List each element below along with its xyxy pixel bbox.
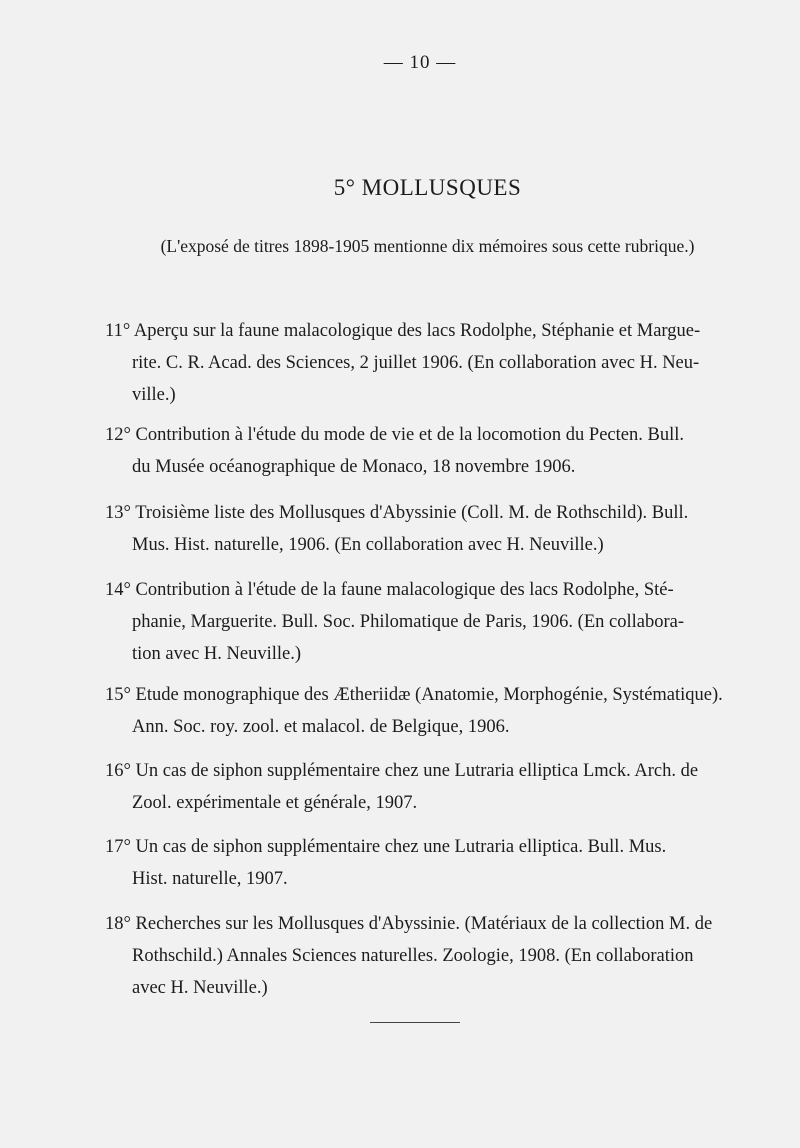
entry-number: 17° <box>105 837 131 857</box>
entry-line: Rothschild.) Annales Sciences naturelles. Zoologie, 1908. (En collaboration <box>132 946 694 966</box>
entry-line: Un cas de siphon supplémentaire chez une Lutraria elliptica. Bull. Mus. <box>135 837 667 857</box>
entry-line: avec H. Neuville.) <box>132 978 268 998</box>
entry-line: Contribution à l'étude de la faune malacologique des lacs Rodolphe, Sté- <box>135 580 674 600</box>
entry-line: Troisième liste des Mollusques d'Abyssinie (Coll. M. de Rothschild). Bull. <box>135 503 689 523</box>
entry-line: Ann. Soc. roy. zool. et malacol. de Belgique, 1906. <box>132 717 510 737</box>
section-title: 5° MOLLUSQUES <box>333 175 522 200</box>
entry-number: 11° <box>105 321 131 341</box>
bibliography-entry-11 <box>106 315 776 411</box>
bibliography-entry-18 <box>106 908 776 1004</box>
entry-line: Aperçu sur la faune malacologique des lacs Rodolphe, Stéphanie et Margue- <box>133 321 701 341</box>
entry-number: 18° <box>105 914 131 934</box>
entry-line: Un cas de siphon supplémentaire chez une Lutraria elliptica Lmck. Arch. de <box>135 761 699 781</box>
bibliography-entry-15 <box>106 679 776 743</box>
entry-line: Zool. expérimentale et générale, 1907. <box>132 793 418 813</box>
bibliography-entry-17 <box>106 831 776 895</box>
entry-line: Etude monographique des Ætheriidæ (Anatomie, Morphogénie, Systématique). <box>135 685 723 705</box>
entry-number: 14° <box>105 580 131 600</box>
bibliography-entry-13 <box>106 497 776 561</box>
entry-number: 13° <box>105 503 131 523</box>
end-rule <box>370 1022 460 1023</box>
entry-line: du Musée océanographique de Monaco, 18 novembre 1906. <box>132 457 576 477</box>
entry-line: Hist. naturelle, 1907. <box>132 869 288 889</box>
page-number: — 10 — <box>383 52 457 73</box>
entry-line: ville.) <box>132 385 176 405</box>
entry-line: Contribution à l'étude du mode de vie et de la locomotion du Pecten. Bull. <box>135 425 684 445</box>
entry-line: Recherches sur les Mollusques d'Abyssinie. (Matériaux de la collection M. de <box>135 914 713 934</box>
entry-number: 15° <box>105 685 131 705</box>
entry-number: 16° <box>105 761 131 781</box>
entry-line: Mus. Hist. naturelle, 1906. (En collaboration avec H. Neuville.) <box>132 535 604 555</box>
bibliography-entry-14 <box>106 574 776 670</box>
bibliography-entry-12 <box>106 419 776 483</box>
entry-line: rite. C. R. Acad. des Sciences, 2 juillet 1906. (En collaboration avec H. Neu- <box>132 353 700 373</box>
section-note: (L'exposé de titres 1898-1905 mentionne dix mémoires sous cette rubrique.) <box>160 236 695 256</box>
entry-line: tion avec H. Neuville.) <box>132 644 302 664</box>
entry-line: phanie, Marguerite. Bull. Soc. Philomatique de Paris, 1906. (En collabora- <box>132 612 684 632</box>
entry-number: 12° <box>105 425 131 445</box>
bibliography-entry-16 <box>106 755 776 819</box>
